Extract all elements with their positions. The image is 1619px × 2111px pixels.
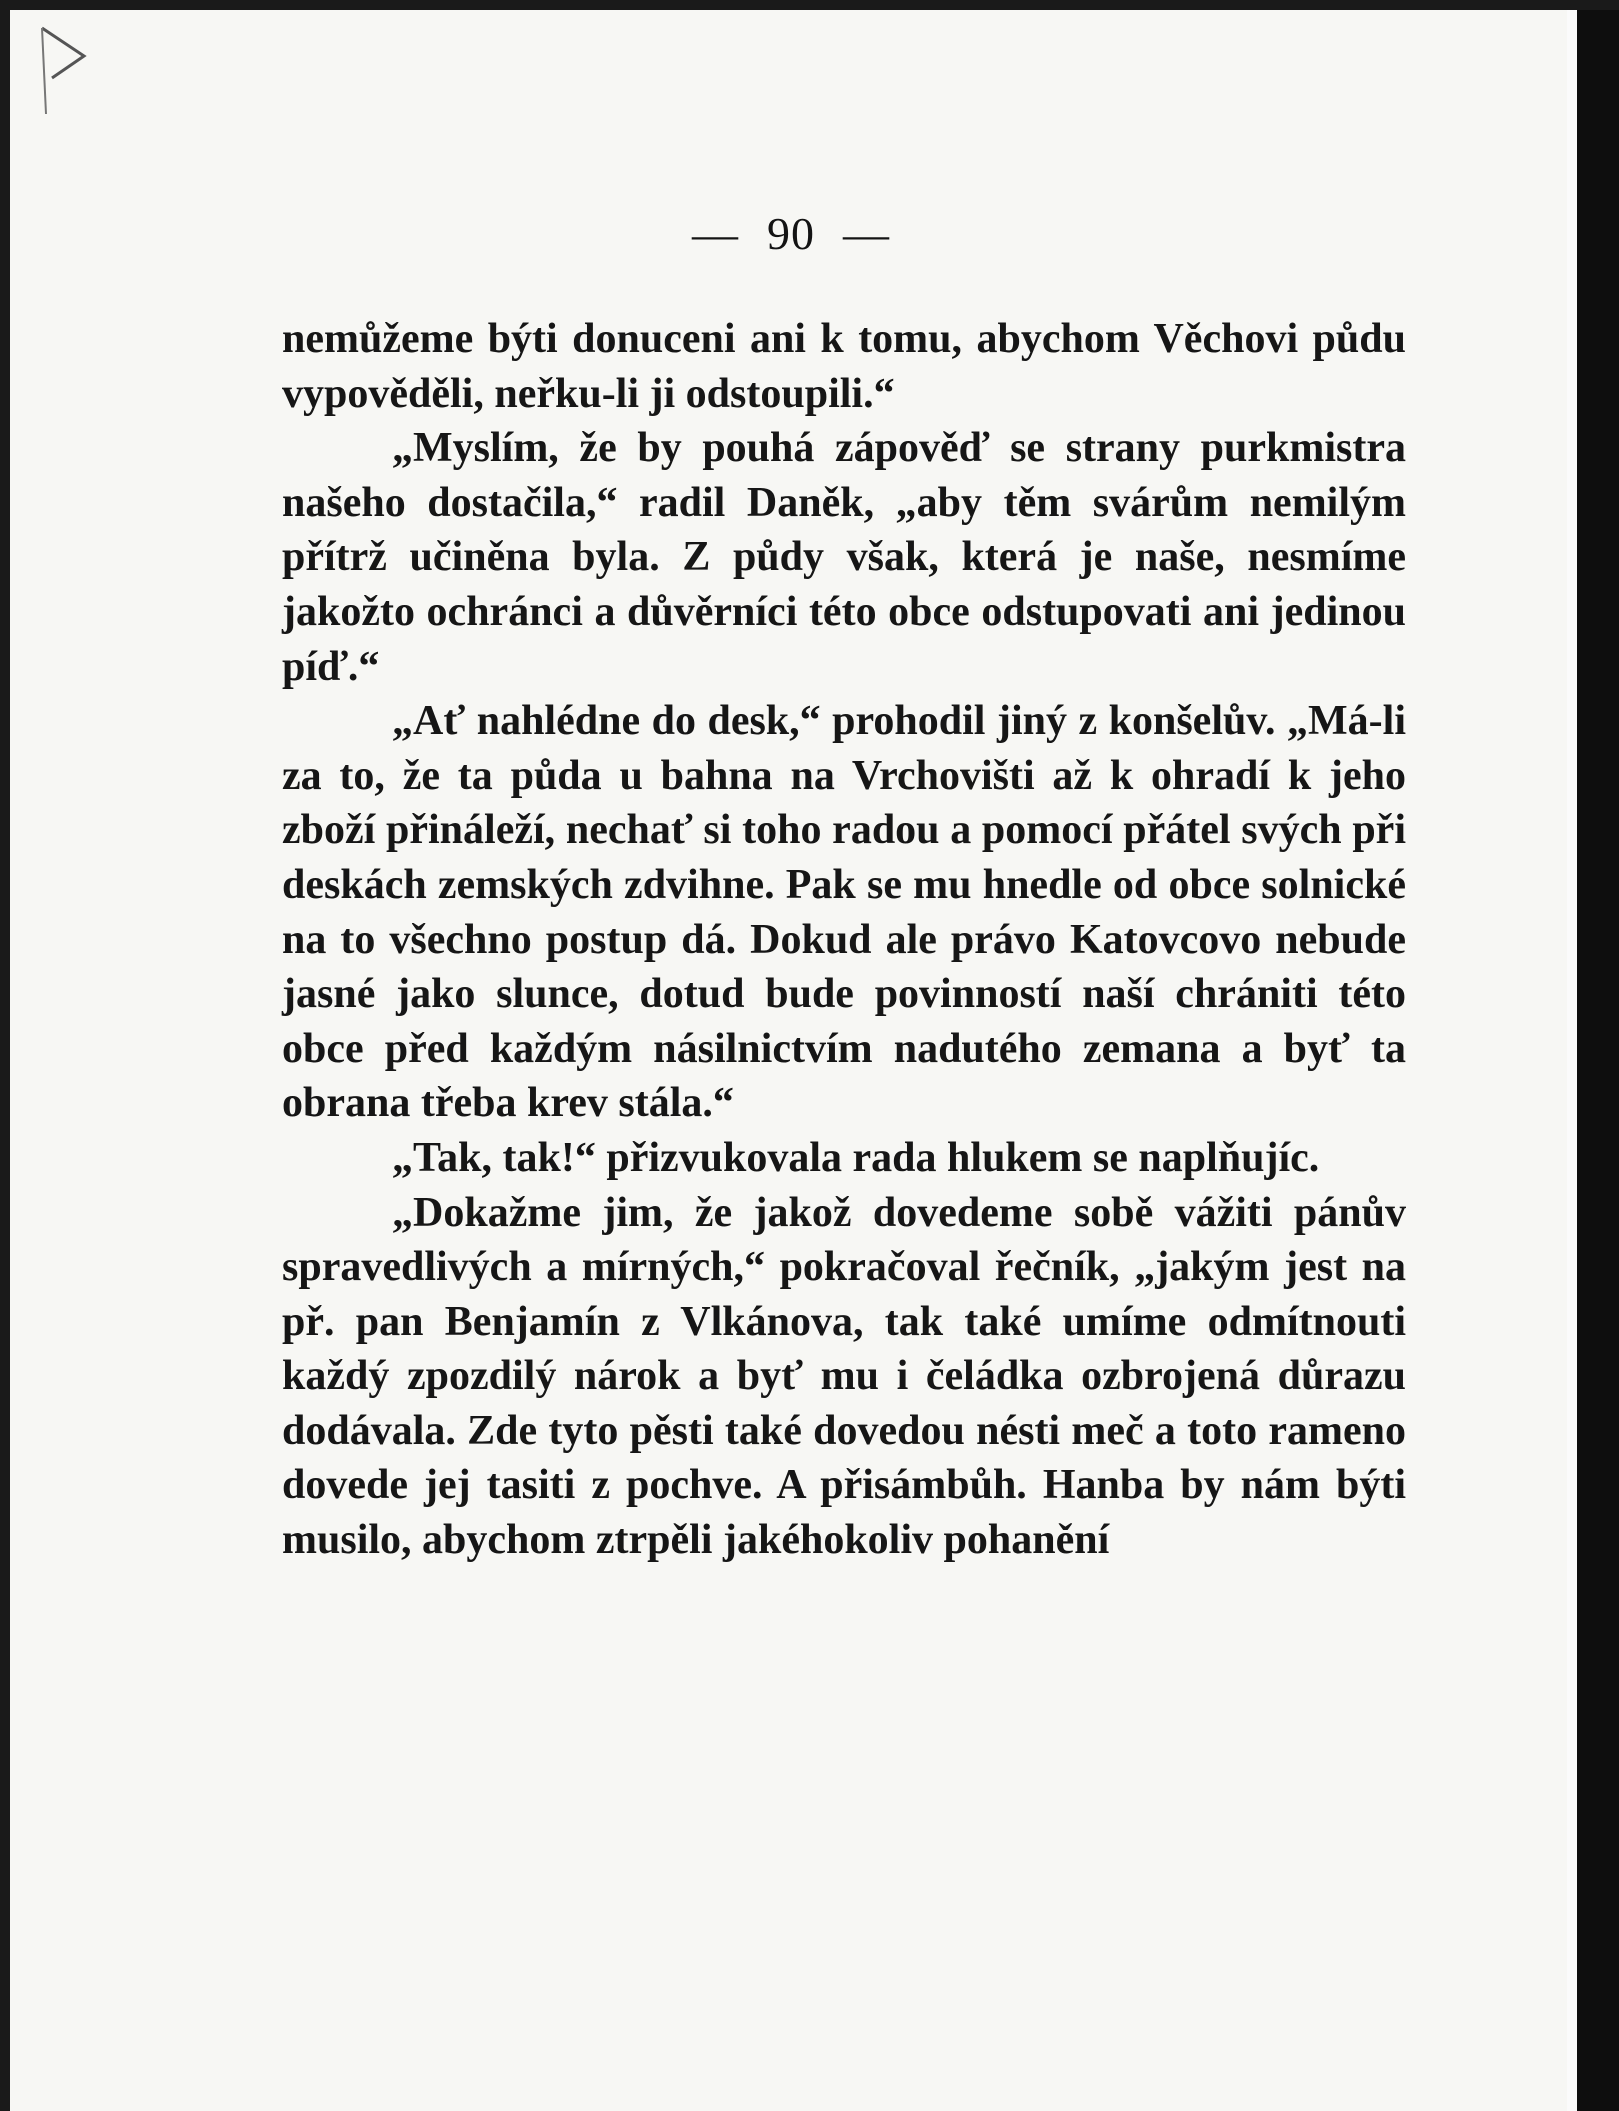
paragraph: „Ať nahlédne do desk,“ prohodil jiný z konšelův. „Má-li za to, že ta půda u bahna na Vrchovišti až k ohradí k jeho zboží přináleží, nechať si toho radou a pomocí přátel svých při deskách zemských zdvihne. Pak se mu hnedle od obce solnické na to všechno postup dá. Dokud ale právo Katovcovo nebude jasné jako slunce, dotud bude povinností naší chrániti této obce před každým násilnictvím nadutého zemana a byť ta obrana třeba krev stála.“ [282,698,1406,1127]
page-corner-fold-mark [12,16,92,116]
page-number-value: 90 [767,208,815,259]
paragraph-continuation: nemůžeme býti donuceni ani k tomu, abychom Věchovi půdu vypověděli, neřku-li ji odstoupili.“ [282,316,1406,417]
page-number [10,207,1572,260]
page-right-margin [1567,10,1577,2111]
page-right-edge-shadow [1577,10,1619,2111]
paragraph: „Myslím, že by pouhá zápověď se strany purkmistra našeho dostačila,“ radil Daněk, „aby těm svárům nemilým přítrž učiněna byla. Z půdy však, která je naše, nesmíme jakožto ochránci a důvěrníci této obce odstupovati ani jedinou píď.“ [282,425,1406,690]
page-number-dash-left: — [692,208,739,259]
page-number-dash-right: — [843,208,890,259]
paragraph: „Tak, tak!“ přizvukovala rada hlukem se naplňujíc. [392,1134,1320,1181]
body-text [282,312,1406,1568]
paragraph: „Dokažme jim, že jakož dovedeme sobě vážiti pánův spravedlivých a mírných,“ pokračoval řečník, „jakým jest na př. pan Benjamín z Vlkánova, tak také umíme odmítnouti každý zpozdilý nárok a byť mu i čeládka ozbrojená důrazu dodávala. Zde tyto pěsti také dovedou nésti meč a toto rameno dovede jej tasiti z pochve. A přisámbůh. Hanba by nám býti musilo, abychom ztrpěli jakéhokoliv pohanění [282,1189,1406,1564]
